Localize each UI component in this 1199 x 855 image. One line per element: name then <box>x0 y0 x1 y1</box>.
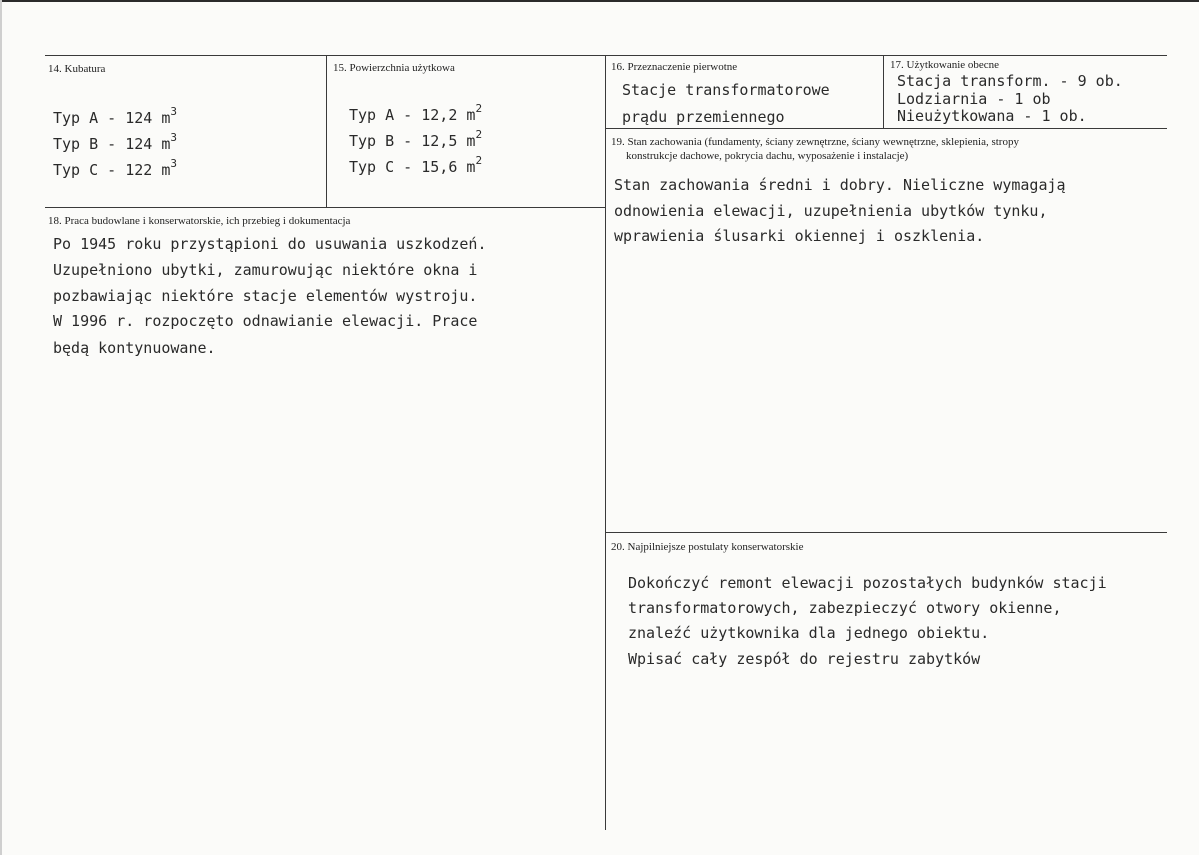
kubatura-row: Typ A - 124 $m^3$ <box>53 105 178 127</box>
box16-17-bottom-rule <box>605 128 1167 129</box>
uzytkowanie-line: Stacja transform. - 9 ob. <box>897 72 1123 90</box>
mid-left-rule <box>45 207 605 208</box>
stan-line: wprawienia ślusarki okiennej i oszklenia. <box>614 227 985 245</box>
przeznaczenie-line: prądu przemiennego <box>622 108 785 126</box>
praca-line: Po 1945 roku przystąpioni do usuwania uszkodzeń. <box>53 235 487 253</box>
uzytkowanie-label: 17. Użytkowanie obecne <box>890 59 1000 71</box>
uzytkowanie-line: Lodziarnia - 1 ob <box>897 90 1051 108</box>
praca-line: W 1996 r. rozpoczęto odnawianie elewacji. Prace <box>53 312 478 330</box>
praca-label: 18. Praca budowlane i konserwatorskie, ich przebieg i dokumentacja <box>48 215 351 227</box>
kubatura-row: Typ C - 122 $m^3$ <box>53 157 178 179</box>
stan-line: odnowienia elewacji, uzupełnienia ubytków tynku, <box>614 202 1048 220</box>
divider-16-17 <box>883 55 884 128</box>
divider-14-15 <box>326 55 327 207</box>
powierzchnia-row: Typ A - 12,2 $m^2$ <box>349 102 483 124</box>
praca-line: pozbawiając niektóre stacje elementów wystroju. <box>53 287 478 305</box>
card-top-edge <box>0 0 1199 2</box>
card-left-edge <box>0 0 2 855</box>
postulaty-line: transformatorowych, zabezpieczyć otwory okienne, <box>628 599 1062 617</box>
box19-bottom-rule <box>605 532 1167 533</box>
uzytkowanie-line: Nieużytkowana - 1 ob. <box>897 107 1087 125</box>
stan-label-continued: konstrukcje dachowe, pokrycia dachu, wyposażenie i instalacje) <box>626 150 909 162</box>
postulaty-line: Dokończyć remont elewacji pozostałych budynków stacji <box>628 574 1107 592</box>
postulaty-line: Wpisać cały zespół do rejestru zabytków <box>628 650 981 668</box>
powierzchnia-label: 15. Powierzchnia użytkowa <box>333 62 455 74</box>
kubatura-label: 14. Kubatura <box>48 63 106 75</box>
postulaty-line: znaleźć użytkownika dla jednego obiektu. <box>628 624 990 642</box>
praca-line: Uzupełniono ubytki, zamurowując niektóre okna i <box>53 261 478 279</box>
stan-line: Stan zachowania średni i dobry. Nieliczne wymagają <box>614 176 1066 194</box>
kubatura-row: Typ B - 124 $m^3$ <box>53 131 178 153</box>
main-vertical-divider <box>605 55 606 830</box>
powierzchnia-row: Typ C - 15,6 $m^2$ <box>349 154 483 176</box>
top-rule <box>45 55 1167 56</box>
stan-label: 19. Stan zachowania (fundamenty, ściany zewnętrzne, ściany wewnętrzne, sklepienia, stropy <box>611 136 1019 148</box>
postulaty-label: 20. Najpilniejsze postulaty konserwatorskie <box>611 541 804 553</box>
przeznaczenie-line: Stacje transformatorowe <box>622 81 830 99</box>
powierzchnia-row: Typ B - 12,5 $m^2$ <box>349 128 483 150</box>
praca-line: będą kontynuowane. <box>53 339 216 357</box>
przeznaczenie-label: 16. Przeznaczenie pierwotne <box>611 61 738 73</box>
